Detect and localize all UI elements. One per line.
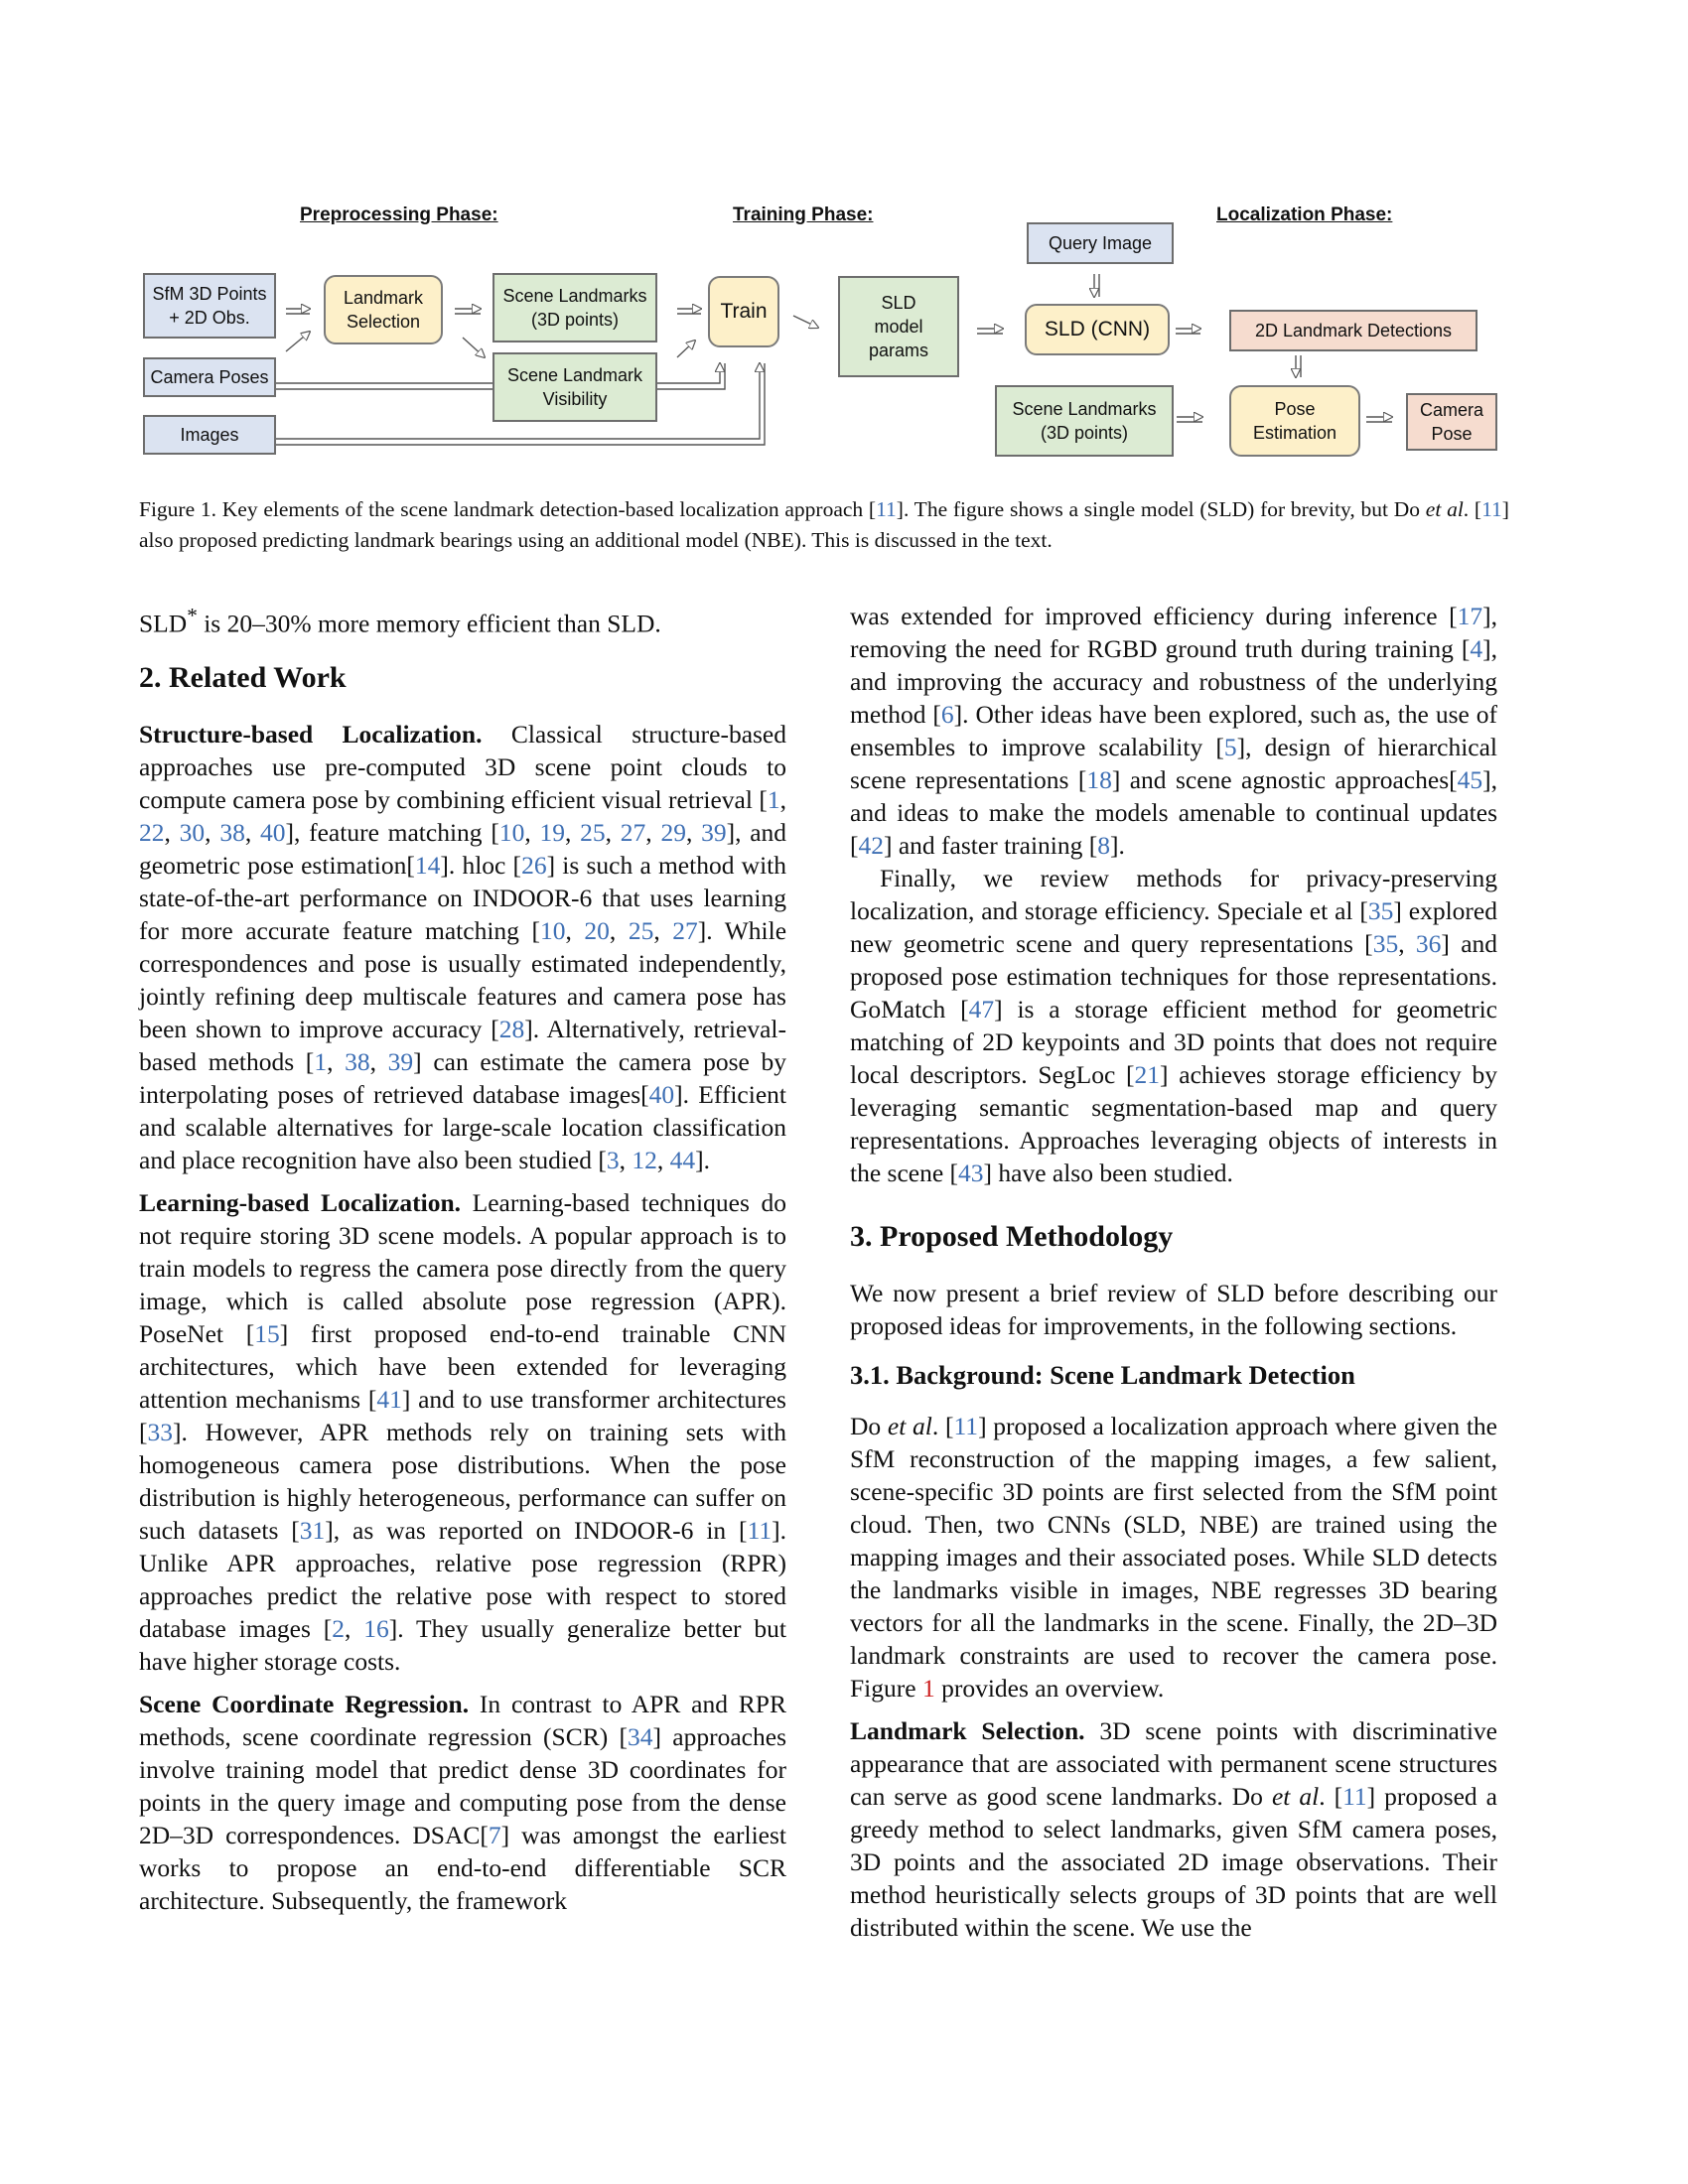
citation-link[interactable]: 40 — [648, 1079, 675, 1109]
run-in-heading: Scene Coordinate Regression. — [139, 1689, 470, 1718]
citation-link[interactable]: 35 — [1372, 929, 1399, 958]
citation-link[interactable]: 34 — [628, 1721, 653, 1751]
citation-link[interactable]: 42 — [858, 831, 884, 860]
run-in-heading: Learning-based Localization. — [139, 1187, 462, 1217]
citation-link[interactable]: 35 — [1367, 896, 1394, 925]
citation-link[interactable]: 1 — [314, 1046, 328, 1076]
right-column — [850, 600, 1497, 1944]
citation-link[interactable]: 10 — [539, 915, 566, 945]
citation-link[interactable]: 21 — [1134, 1060, 1161, 1089]
arrow-train-to-params — [793, 316, 818, 328]
box-sfm-points: SfM 3D Points + 2D Obs. — [143, 273, 276, 339]
citation-link[interactable]: 47 — [968, 995, 995, 1024]
box-landmark-selection: Landmark Selection — [324, 275, 443, 344]
paragraph-landmark-selection: Landmark Selection. 3D scene points with discriminative appearance that are associated with permanent scene structures can serve as good scene landmarks. Do et al. [11] proposed a greedy method to select landmarks, given SfM camera poses, 3D points and the associated 2D image observations. Their method heuristically selects groups of 3D points that are well distributed within the scene. We use the — [850, 1716, 1497, 1942]
citation-link[interactable]: 7 — [488, 1820, 501, 1849]
citation-link[interactable]: 36 — [1415, 929, 1442, 958]
citation-link[interactable]: 43 — [958, 1159, 984, 1187]
phase-label-preprocessing: Preprocessing Phase: — [300, 205, 498, 225]
paragraph-scene-coordinate-regression: Scene Coordinate Regression. In contrast to APR and RPR methods, scene coordinate regression (SCR) [34] approaches involve training model that predict dense 3D coordinates for points in the query image and computing pose from the dense 2D–3D correspondences. DSAC[7] was amongst the earliest works to propose an end-to-end differentiable SCR architecture. Subsequently, the framework — [139, 1689, 787, 1915]
paragraph-scr-continued: was extended for improved efficiency during inference [17], removing the need for RGBD ground truth during training [4], and improving the accuracy and robustness of the underlying method [6]. Other ideas have been explored, such as, the use of ensembles to improve scalability [5], design of hierarchical scene representations [18] and scene agnostic approaches[45], and ideas to make the models amenable to continual updates [42] and faster training [8]. — [850, 602, 1498, 860]
section-heading-related-work: 2. Related Work — [139, 660, 347, 694]
subsection-heading-background: 3.1. Background: Scene Landmark Detection — [850, 1360, 1355, 1390]
citation-link[interactable]: 44 — [669, 1145, 696, 1174]
citation-link[interactable]: 45 — [1457, 765, 1483, 794]
figure-reference-link[interactable]: 1 — [921, 1674, 935, 1703]
run-in-heading: Structure-based Localization. — [139, 719, 483, 749]
citation-link[interactable]: 27 — [672, 915, 698, 945]
caption-text: Figure 1. Key elements of the scene landmark detection-based localization approach [ — [139, 497, 877, 521]
paragraph-learning-based: Learning-based Localization. Learning-based techniques do not require storing 3D scene models. A popular approach is to train models to regress the camera pose directly from the query image, which is called absolute pose regression (APR). PoseNet [15] first proposed end-to-end trainable CNN architectures, which have been extended for leveraging attention mechanisms [41] and to use transformer architectures [33]. However, APR methods rely on training sets with homogeneous camera pose distributions. When the pose distribution is highly heterogeneous, performance can suffer on such datasets [31], as was reported on INDOOR-6 in [11]. Unlike APR approaches, relative pose regression (RPR) approaches predict the relative pose with respect to stored database images [2, 16]. They usually generalize better but have higher storage costs. — [139, 1187, 787, 1676]
citation-link[interactable]: 11 — [1481, 497, 1502, 521]
caption-text: ]. The figure shows a single model (SLD) for brevity, but Do — [896, 497, 1426, 521]
citation-link[interactable]: 2 — [332, 1613, 346, 1643]
flow-arrows — [276, 274, 1392, 445]
box-sld-cnn: SLD (CNN) — [1025, 304, 1170, 355]
citation-link[interactable]: 33 — [147, 1417, 173, 1446]
box-pose-estimation: Pose Estimation — [1229, 385, 1360, 457]
paragraph-methodology-intro: We now present a brief review of SLD before describing our proposed ideas for improvements, in the following sections. — [850, 1279, 1497, 1340]
section-heading-proposed-methodology: 3. Proposed Methodology — [850, 1220, 1174, 1253]
paragraph-sld-memory: SLD* is 20–30% more memory efficient than SLD. — [139, 604, 661, 638]
box-camera-poses: Camera Poses — [143, 357, 276, 397]
arrow-selection-to-visibility — [463, 338, 485, 357]
citation-link[interactable]: 39 — [701, 817, 727, 847]
citation-link[interactable]: 14 — [414, 850, 441, 880]
citation-link[interactable]: 11 — [876, 497, 897, 521]
left-column — [139, 600, 786, 1917]
citation-link[interactable]: 19 — [539, 817, 565, 847]
phase-label-training: Training Phase: — [733, 205, 874, 225]
arrow-visibility-to-train — [677, 341, 695, 357]
citation-link[interactable]: 31 — [299, 1515, 326, 1545]
citation-link[interactable]: 38 — [345, 1046, 370, 1076]
citation-link[interactable]: 39 — [387, 1046, 414, 1076]
citation-link[interactable]: 15 — [254, 1318, 280, 1348]
citation-link[interactable]: 5 — [1223, 733, 1237, 761]
citation-link[interactable]: 41 — [376, 1384, 402, 1414]
run-in-heading: Landmark Selection. — [850, 1716, 1085, 1745]
citation-link[interactable]: 4 — [1470, 634, 1483, 663]
box-train: Train — [708, 276, 779, 347]
citation-link[interactable]: 3 — [606, 1145, 620, 1174]
citation-link[interactable]: 12 — [632, 1145, 657, 1174]
citation-link[interactable]: 17 — [1457, 602, 1483, 630]
figure-1-diagram — [139, 199, 1549, 477]
citation-link[interactable]: 16 — [363, 1613, 389, 1643]
arrow-poses-to-selection — [286, 332, 310, 351]
caption-text: . [ — [1463, 497, 1482, 521]
paragraph-background: Do et al. [11] proposed a localization approach where given the SfM reconstruction of the mapping images, a few salient, scene-specific 3D points are first selected from the SfM point cloud. Then, two CNNs (SLD, NBE) are trained using the mapping images and their associated poses. While SLD detects the landmarks visible in images, NBE regresses 3D bearing vectors for all the landmarks in the scene. Finally, the 2D–3D landmark constraints are used to recover the camera pose. Figure 1 provides an overview. — [850, 1412, 1497, 1703]
box-images: Images — [143, 415, 276, 455]
paragraph-privacy-preserving: Finally, we review methods for privacy-preserving localization, and storage efficiency. Speciale et al [35] explored new geometric scene and query representations [35, 36] and proposed pose estimation techniques for those representations. GoMatch [47] is a storage efficient method for geometric matching of 2D keypoints and 3D points that does not require local descriptors. SegLoc [21] achieves storage efficiency by leveraging semantic segmentation-based map and query representations. Approaches leveraging objects of interests in the scene [43] have also been studied. — [850, 864, 1498, 1187]
box-scene-landmarks-pre: Scene Landmarks (3D points) — [492, 273, 657, 342]
citation-link[interactable]: 1 — [767, 784, 780, 814]
citation-link[interactable]: 6 — [940, 700, 954, 729]
box-scene-landmark-visibility: Scene Landmark Visibility — [492, 352, 657, 422]
box-scene-landmarks-loc: Scene Landmarks (3D points) — [995, 385, 1174, 457]
citation-link[interactable]: 25 — [580, 817, 606, 847]
citation-link[interactable]: 10 — [498, 817, 525, 847]
caption-etal: et al — [1425, 497, 1464, 521]
figure-caption — [139, 494, 1509, 556]
citation-link[interactable]: 22 — [139, 817, 165, 847]
citation-link[interactable]: 40 — [259, 817, 286, 847]
caption-text: ] also proposed predicting landmark bearings using an additional model (NBE). This is discussed in the text. — [139, 497, 1509, 552]
box-query-image: Query Image — [1027, 222, 1174, 264]
paragraph-structure-based: Structure-based Localization. Classical structure-based approaches use pre-computed 3D scene point clouds to compute camera pose by combining efficient visual retrieval [1, 22, 30, 38, 40], feature matching [10, 19, 25, 27, 29, 39], and geometric pose estimation[14]. hloc [26] is such a method with state-of-the-art performance on INDOOR-6 that uses learning for more accurate feature matching [10, 20, 25, 27]. While correspondences and pose is usually estimated independently, jointly refining deep multiscale features and camera pose has been shown to improve accuracy [28]. Alternatively, retrieval-based methods [1, 38, 39] can estimate the camera pose by interpolating poses of retrieved database images[40]. Efficient and scalable alternatives for large-scale location classification and place recognition have also been studied [3, 12, 44]. — [139, 719, 787, 1174]
citation-link[interactable]: 26 — [521, 850, 547, 880]
citation-link[interactable]: 30 — [179, 817, 206, 847]
box-camera-pose: Camera Pose — [1406, 393, 1497, 451]
citation-link[interactable]: 20 — [584, 915, 610, 945]
citation-link[interactable]: 11 — [1342, 1782, 1367, 1811]
box-sld-model-params: SLD model params — [838, 276, 959, 377]
citation-link[interactable]: 8 — [1097, 831, 1110, 860]
citation-link[interactable]: 25 — [628, 915, 654, 945]
phase-label-localization: Localization Phase: — [1216, 205, 1393, 225]
citation-link[interactable]: 27 — [620, 817, 646, 847]
box-2d-landmark-detections: 2D Landmark Detections — [1229, 310, 1477, 351]
citation-link[interactable]: 28 — [498, 1014, 525, 1043]
citation-link[interactable]: 11 — [747, 1515, 773, 1545]
citation-link[interactable]: 18 — [1086, 765, 1112, 794]
citation-link[interactable]: 29 — [660, 817, 686, 847]
citation-link[interactable]: 38 — [219, 817, 245, 847]
citation-link[interactable]: 11 — [953, 1412, 979, 1440]
